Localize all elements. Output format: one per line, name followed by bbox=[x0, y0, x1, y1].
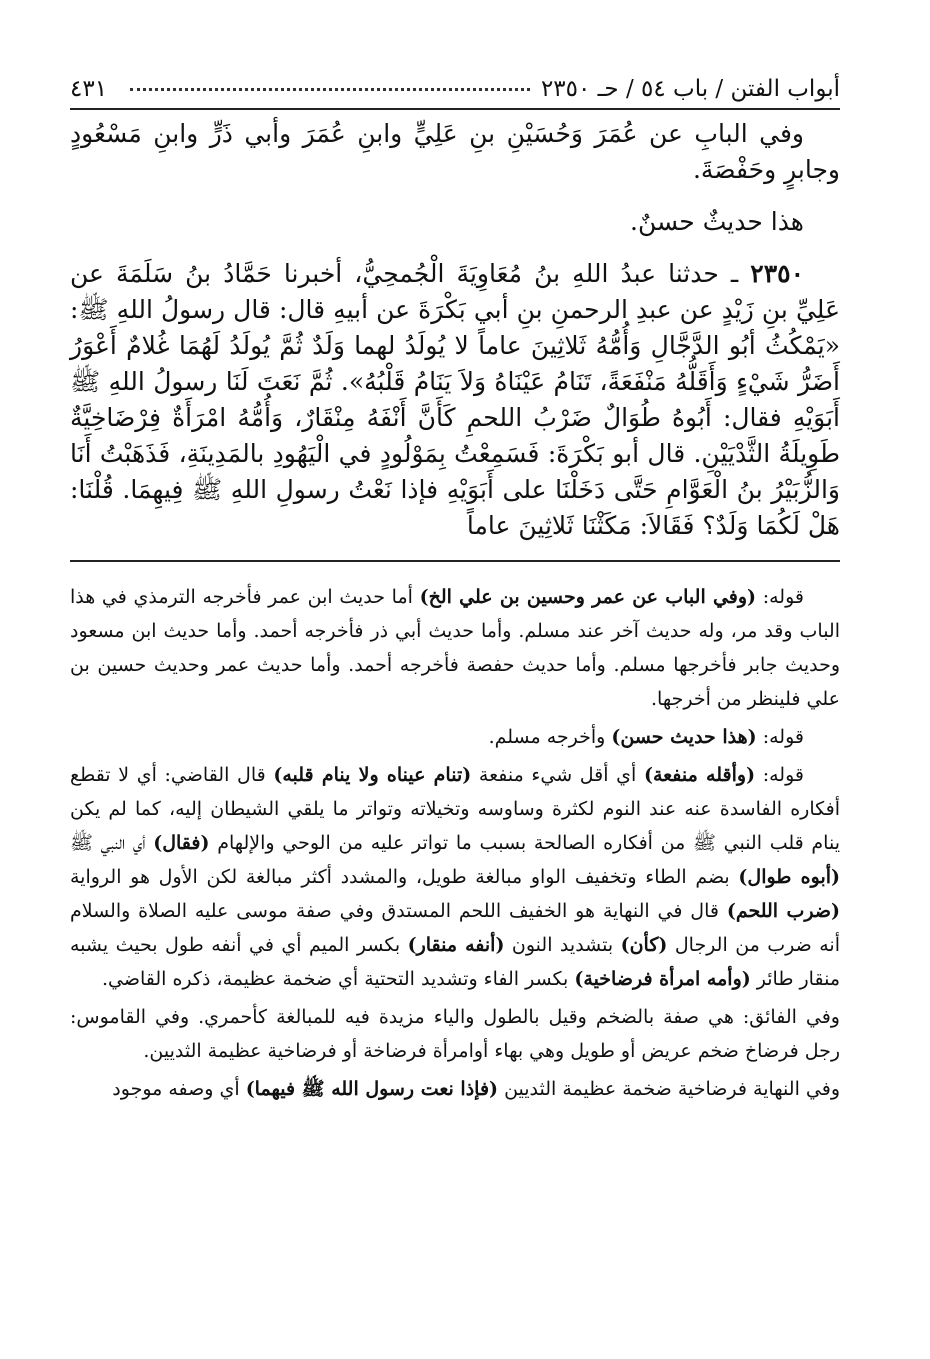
commentary-3-lemma-5: (ضرب اللحم) bbox=[726, 900, 841, 922]
commentary-paragraph-2 bbox=[70, 720, 840, 754]
commentary-2-text: وأخرجه مسلم. bbox=[488, 726, 612, 748]
commentary-3-text-4: بضم الطاء وتخفيف الواو مبالغة طويل، والمشدد أكثر مبالغة لكن الأول هو الرواية bbox=[70, 866, 739, 888]
footnote-divider bbox=[70, 560, 840, 562]
main-text bbox=[70, 116, 840, 544]
commentary-5-text-2: أي وصفه موجود bbox=[112, 1078, 246, 1100]
commentary-3-text-1: أي أقل شيء منفعة bbox=[471, 764, 644, 786]
commentary-3-lemma-7: (أنفه منقار) bbox=[407, 934, 505, 956]
commentary-3-lemma-3: (فقال) bbox=[153, 832, 210, 854]
main-paragraph-grading: هذا حديثٌ حسنٌ. bbox=[630, 207, 804, 236]
commentary-5-lemma: (فإذا نعت رسول الله ﷺ فيهما) bbox=[245, 1078, 499, 1100]
commentary bbox=[70, 580, 840, 1106]
commentary-3-lemma-4: (أبوه طوال) bbox=[738, 866, 840, 888]
hadith-number: ٢٣٥٠ bbox=[750, 259, 805, 288]
commentary-paragraph-3 bbox=[70, 758, 840, 996]
commentary-3-text-5: قال في النهاية هو الخفيف اللحم المستدق وفي صفة موسى عليه الصلاة والسلام أنه ضرب من الرجال bbox=[70, 900, 841, 956]
commentary-3-lemma-8: (وأمه امرأة فرضاخية) bbox=[574, 968, 751, 990]
commentary-2-lemma: (هذا حديث حسن) bbox=[611, 726, 757, 748]
page-number: ٤٣١ bbox=[70, 76, 108, 102]
page-header bbox=[70, 70, 840, 110]
commentary-1-prefix: قوله: bbox=[756, 586, 804, 608]
commentary-paragraph-1 bbox=[70, 580, 840, 716]
commentary-3-text-2: قال القاضي: أي لا تقطع أفكاره الفاسدة عنه عند النوم لكثرة وساوسه وتخيلاته وتواتر ما يلقي الشيطان إليه، كما لم يكن ينام قلب النبي ﷺ من أفكاره الصالحة بسبب ما تواتر عليه من الوحي والإلهام bbox=[70, 764, 840, 854]
commentary-1-text: أما حديث ابن عمر فأخرجه الترمذي في هذا الباب وقد مر، وله حديث آخر عند مسلم. وأما حديث أبي ذر فأخرجه أحمد. وأما حديث ابن مسعود وحديث جابر فأخرجها مسلم. وأما حديث حفصة فأخرجه أحمد. وأما حديث عمر وحديث حسين بن علي فلينظر من أخرجها. bbox=[70, 586, 840, 710]
commentary-3-text-3: أي النبي ﷺ bbox=[70, 832, 154, 854]
commentary-2-prefix: قوله: bbox=[756, 726, 804, 748]
commentary-5-text: وفي النهاية فرضاخية ضخمة عظيمة الثديين bbox=[498, 1078, 840, 1100]
commentary-3-text-6: بتشديد النون bbox=[504, 934, 621, 956]
commentary-1-lemma: (وفي الباب عن عمر وحسين بن علي الخ) bbox=[419, 586, 757, 608]
commentary-3-lemma-6: (كأن) bbox=[620, 934, 668, 956]
header-leader-dots bbox=[130, 88, 530, 91]
commentary-3-text-8: بكسر الفاء وتشديد التحتية أي ضخمة عظيمة، ذكره القاضي. bbox=[101, 968, 575, 990]
running-title: أبواب الفتن / باب ٥٤ / حـ ٢٣٥٠ bbox=[540, 76, 840, 102]
book-page bbox=[70, 70, 840, 1339]
commentary-paragraph-4: وفي الفائق: هي صفة بالضخم وقيل بالطول والياء مزيدة فيه للمبالغة كأحمري. وفي القاموس: رجل فرضاخ ضخم عريض أو طويل وهي بهاء أوامرأة فرضاخة أو فرضاخية عظيمة الثديين. bbox=[70, 1006, 840, 1062]
commentary-paragraph-5 bbox=[70, 1072, 840, 1106]
hadith-paragraph bbox=[70, 256, 840, 544]
hadith-text: ـ حدثنا عبدُ اللهِ بنُ مُعَاوِيَةَ الْجُمحِيُّ، أخبرنا حَمَّادُ بنُ سَلَمَةَ عن عَلِيِّ بنِ زَيْدٍ عن عبدِ الرحمنِ بنِ أبي بَكْرَةَ عن أبيهِ قال: قال رسولُ اللهِ ﷺ: «يَمْكُثُ أبُو الدَّجَّالِ وَأُمُّهُ ثَلاثِينَ عاماً لا يُولَدُ لهما وَلَدٌ ثُمَّ يُولَدُ لَهُمَا غُلامٌ أَعْوَرُ أَضَرُّ شَيْءٍ وَأَقَلُّهُ مَنْفَعَةً، تَنَامُ عَيْنَاهُ وَلاَ يَنَامُ قَلْبُهُ». ثُمَّ نَعَتَ لَنَا رسولُ اللهِ ﷺ أَبَوَيْهِ فقال: أَبُوهُ طُوَالٌ ضَرْبُ اللحمِ كَأَنَّ أَنْفَهُ مِنْقَارٌ، وَأُمُّهُ امْرَأَةٌ فِرْضَاخِيَّةٌ طَوِيلَةُ الثَّدْيَيْنِ. قال أبو بَكْرَةَ: فَسَمِعْتُ بِمَوْلُودٍ في الْيَهُودِ بالمَدِينَةِ، فَذَهَبْتُ أَنَا وَالزُّبَيْرُ بنُ الْعَوَّامِ حَتَّى دَخَلْنَا على أَبَوَيْهِ فإذا نَعْتُ رسولِ اللهِ ﷺ فِيهِمَا. قُلْنَا: هَلْ لَكُمَا وَلَدٌ؟ فَقَالاَ: مَكَثْنَا ثَلاثِينَ عاماً bbox=[70, 259, 840, 540]
commentary-3-prefix: قوله: bbox=[755, 764, 804, 786]
main-paragraph-bab: وفي البابِ عن عُمَرَ وَحُسَيْنِ بنِ عَلِيٍّ وابنِ عُمَرَ وأبي ذَرٍّ وابنِ مَسْعُودٍ وجابرٍ وحَفْصَةَ. bbox=[70, 119, 840, 184]
commentary-3-lemma-1: (وأقله منفعة) bbox=[643, 764, 756, 786]
commentary-3-lemma-2: (تنام عيناه ولا ينام قلبه) bbox=[273, 764, 472, 786]
commentary-3-text-7: بكسر الميم أي في أنفه طول بحيث يشبه منقار طائر bbox=[70, 934, 840, 990]
